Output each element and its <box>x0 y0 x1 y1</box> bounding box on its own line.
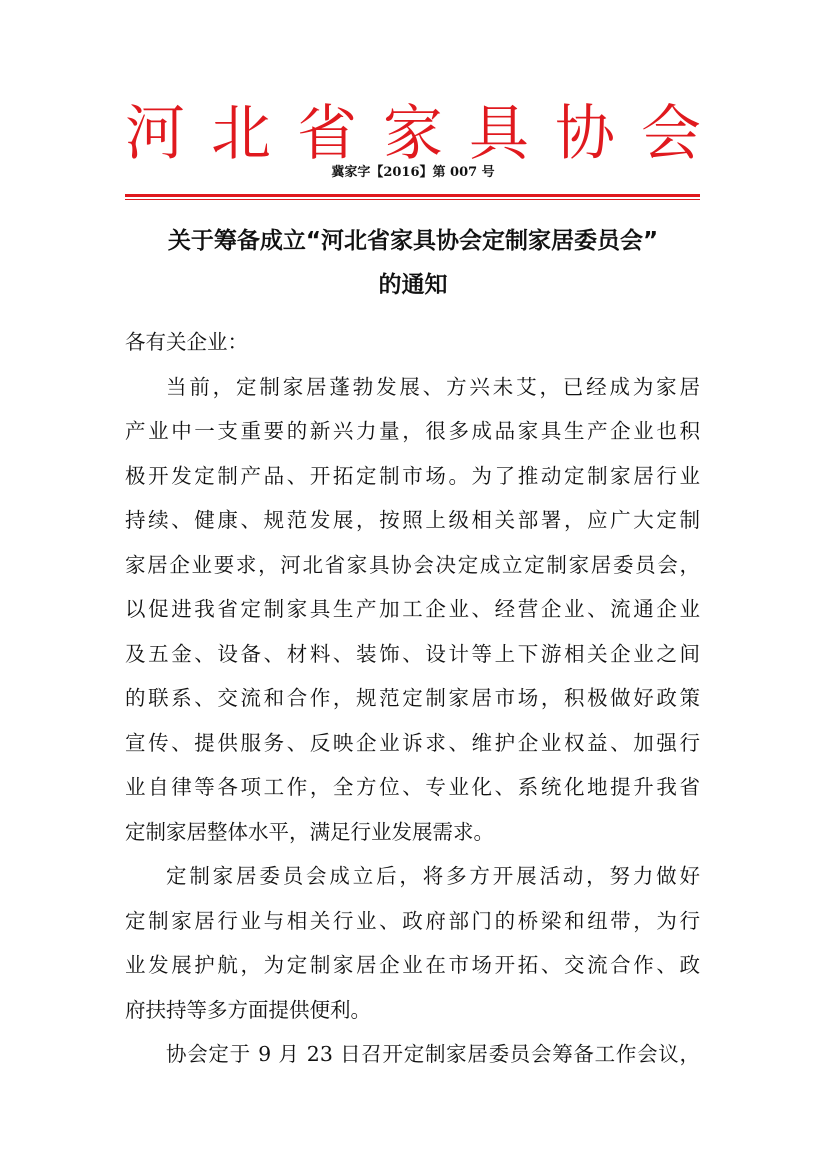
paragraph-line: 定制家居行业与相关行业、政府部门的桥梁和纽带，为行 <box>125 908 700 933</box>
paragraph-line: 持续、健康、规范发展，按照上级相关部署，应广大定制 <box>125 508 700 532</box>
notice-title-line-1: 关于筹备成立“河北省家具协会定制家居委员会” <box>167 228 659 254</box>
paragraph-line: 定制家居委员会成立后，将多方开展活动，努力做好 <box>166 864 700 888</box>
red-header-rule-thin <box>125 199 700 200</box>
paragraph-3 <box>125 1032 700 1077</box>
paragraph-line: 以促进我省定制家具生产加工企业、经营企业、流通企业 <box>125 597 700 621</box>
paragraph-line: 业发展护航，为定制家居企业在市场开拓、交流合作、政 <box>125 953 700 977</box>
paragraph-line: 宣传、提供服务、反映企业诉求、维护企业权益、加强行 <box>125 730 700 755</box>
paragraph-line: 业自律等各项工作，全方位、专业化、系统化地提升我省 <box>125 775 700 799</box>
paragraph-line: 家居企业要求，河北省家具协会决定成立定制家居委员会， <box>125 552 700 577</box>
paragraph-line: 极开发定制产品、开拓定制市场。为了推动定制家居行业 <box>125 463 700 488</box>
red-header-rule-thick <box>125 194 700 197</box>
paragraph-line: 产业中一支重要的新兴力量，很多成品家具生产企业也积 <box>125 419 700 443</box>
paragraph-line: 协会定于 9 月 23 日召开定制家居委员会筹备工作会议， <box>166 1042 700 1066</box>
salutation: 各有关企业： <box>125 330 248 354</box>
paragraph-line: 当前，定制家居蓬勃发展、方兴未艾，已经成为家居 <box>166 374 700 399</box>
document-body <box>125 320 700 1077</box>
organization-title: 河北省家具协会 <box>125 99 727 169</box>
notice-title-line-2: 的通知 <box>378 272 448 298</box>
document-number: 冀家字【2016】第 007 号 <box>331 165 495 180</box>
paragraph-line: 府扶持等多方面提供便利。 <box>125 997 371 1022</box>
paragraph-line: 及五金、设备、材料、装饰、设计等上下游相关企业之间 <box>125 641 700 666</box>
paragraph-2 <box>125 854 700 1032</box>
paragraph-line: 的联系、交流和合作，规范定制家居市场，积极做好政策 <box>125 686 700 710</box>
paragraph-line: 定制家居整体水平，满足行业发展需求。 <box>125 819 494 844</box>
paragraph-1 <box>125 365 700 855</box>
